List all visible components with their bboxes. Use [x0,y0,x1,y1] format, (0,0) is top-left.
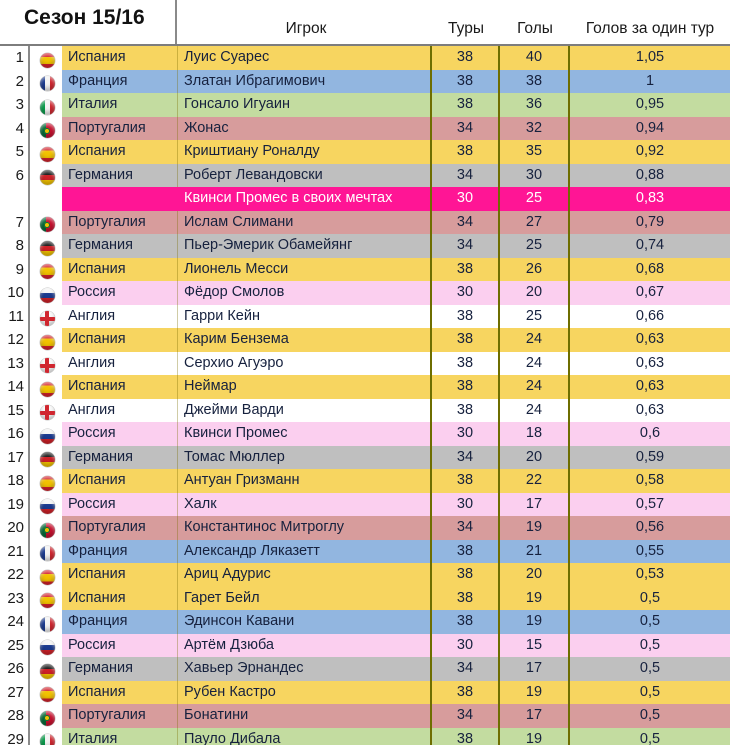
row-rank: 23 [0,587,30,611]
row-player: Криштиану Роналду [178,140,432,164]
row-rounds: 38 [432,540,500,564]
row-goals: 26 [500,258,570,282]
row-country: Испания [62,563,178,587]
row-goals: 18 [500,422,570,446]
row-goals: 15 [500,634,570,658]
row-rank: 4 [0,117,30,141]
row-rank: 22 [0,563,30,587]
row-rank: 13 [0,352,30,376]
row-goals-per-round: 0,59 [570,446,730,470]
row-rounds: 34 [432,164,500,188]
row-rank: 12 [0,328,30,352]
table-row[interactable] [0,587,730,611]
row-country: Испания [62,587,178,611]
row-rounds: 30 [432,493,500,517]
table-row[interactable] [0,634,730,658]
spain-flag-icon [40,570,55,585]
row-player: Александр Ляказетт [178,540,432,564]
row-goals: 19 [500,587,570,611]
row-goals: 19 [500,728,570,745]
row-rank: 6 [0,164,30,188]
row-goals: 40 [500,46,570,70]
row-player: Неймар [178,375,432,399]
portugal-flag-icon [40,123,55,138]
row-goals-per-round: 0,63 [570,328,730,352]
row-goals-per-round: 0,5 [570,728,730,745]
header-divider [175,0,177,44]
row-rounds: 38 [432,140,500,164]
row-player: Джейми Варди [178,399,432,423]
table-row[interactable] [0,540,730,564]
row-goals-per-round: 0,53 [570,563,730,587]
row-rank: 20 [0,516,30,540]
row-rounds: 30 [432,281,500,305]
row-player: Ариц Адурис [178,563,432,587]
row-goals: 32 [500,117,570,141]
row-flag-cell [32,258,62,282]
row-country: Испания [62,375,178,399]
spain-flag-icon [40,147,55,162]
row-country: Испания [62,258,178,282]
row-rounds: 38 [432,610,500,634]
row-goals-per-round: 0,79 [570,211,730,235]
table-row[interactable] [0,422,730,446]
table-row[interactable] [0,375,730,399]
row-player: Пауло Дибала [178,728,432,745]
table-body [0,46,730,745]
column-header-goals-per-round: Голов за один тур [585,20,715,37]
row-rounds: 34 [432,516,500,540]
table-row[interactable] [0,446,730,470]
row-goals-per-round: 1 [570,70,730,94]
row-goals-per-round: 0,88 [570,164,730,188]
row-goals: 20 [500,446,570,470]
row-rank: 11 [0,305,30,329]
row-country: Испания [62,140,178,164]
row-rank: 16 [0,422,30,446]
table-row[interactable] [0,681,730,705]
row-goals: 19 [500,610,570,634]
row-flag-cell [32,46,62,70]
row-player: Лионель Месси [178,258,432,282]
row-player: Рубен Кастро [178,681,432,705]
row-rank: 8 [0,234,30,258]
row-flag-cell [32,469,62,493]
row-player: Гарет Бейл [178,587,432,611]
row-goals: 24 [500,352,570,376]
row-goals-per-round: 0,56 [570,516,730,540]
italy-flag-icon [40,100,55,115]
row-rounds: 38 [432,681,500,705]
row-player: Луис Суарес [178,46,432,70]
row-goals: 25 [500,305,570,329]
row-goals-per-round: 0,5 [570,681,730,705]
row-country: Германия [62,657,178,681]
row-goals-per-round: 0,55 [570,540,730,564]
row-goals: 30 [500,164,570,188]
row-rank: 29 [0,728,30,745]
row-player: Константинос Митроглу [178,516,432,540]
row-flag-cell [32,305,62,329]
table-row[interactable] [0,563,730,587]
column-header-rounds: Туры [448,20,484,37]
row-goals: 17 [500,704,570,728]
row-country: Россия [62,493,178,517]
row-country: Германия [62,164,178,188]
germany-flag-icon [40,170,55,185]
france-flag-icon [40,76,55,91]
table-row[interactable] [0,657,730,681]
table-row[interactable] [0,610,730,634]
row-rounds: 38 [432,728,500,745]
column-header-player: Игрок [285,20,327,37]
table-row[interactable] [0,328,730,352]
table-row[interactable] [0,211,730,235]
row-flag-cell [32,399,62,423]
row-player: Карим Бензема [178,328,432,352]
row-goals: 35 [500,140,570,164]
row-rounds: 38 [432,399,500,423]
row-rank: 10 [0,281,30,305]
russia-flag-icon [40,429,55,444]
row-rounds: 38 [432,305,500,329]
table-row[interactable] [0,117,730,141]
row-goals-per-round: 0,67 [570,281,730,305]
germany-flag-icon [40,241,55,256]
row-player: Роберт Левандовски [178,164,432,188]
row-goals: 22 [500,469,570,493]
row-flag-cell [32,117,62,141]
row-rounds: 34 [432,704,500,728]
row-flag-cell [32,211,62,235]
row-flag-cell [32,516,62,540]
row-player: Артём Дзюба [178,634,432,658]
row-goals-per-round: 0,57 [570,493,730,517]
row-goals: 20 [500,281,570,305]
row-rank: 3 [0,93,30,117]
row-rank: 19 [0,493,30,517]
row-flag-cell [32,375,62,399]
row-goals-per-round: 0,83 [570,187,730,211]
row-rank: 5 [0,140,30,164]
row-player: Квинси Промес [178,422,432,446]
russia-flag-icon [40,288,55,303]
row-flag-cell [32,422,62,446]
row-rank: 24 [0,610,30,634]
row-rounds: 34 [432,657,500,681]
row-player: Халк [178,493,432,517]
row-rounds: 30 [432,422,500,446]
row-rank: 2 [0,70,30,94]
row-flag-cell [32,587,62,611]
row-country [62,187,178,211]
italy-flag-icon [40,734,55,745]
row-player: Фёдор Смолов [178,281,432,305]
portugal-flag-icon [40,711,55,726]
row-flag-cell [32,281,62,305]
row-rounds: 38 [432,46,500,70]
row-goals: 27 [500,211,570,235]
row-player: Антуан Гризманн [178,469,432,493]
row-flag-cell [32,187,62,211]
row-goals: 24 [500,399,570,423]
table-row[interactable] [0,164,730,188]
row-rank: 18 [0,469,30,493]
germany-flag-icon [40,452,55,467]
row-country: Португалия [62,211,178,235]
row-player: Эдинсон Кавани [178,610,432,634]
table-row[interactable] [0,93,730,117]
row-player: Хавьер Эрнандес [178,657,432,681]
row-player: Бонатини [178,704,432,728]
table-row[interactable] [0,70,730,94]
row-flag-cell [32,70,62,94]
row-country: Германия [62,446,178,470]
row-country: Португалия [62,516,178,540]
row-flag-cell [32,140,62,164]
row-flag-cell [32,563,62,587]
table-row[interactable] [0,140,730,164]
row-goals-per-round: 0,94 [570,117,730,141]
row-goals-per-round: 0,74 [570,234,730,258]
row-country: Португалия [62,117,178,141]
row-country: Россия [62,422,178,446]
row-rank: 15 [0,399,30,423]
portugal-flag-icon [40,217,55,232]
row-goals: 19 [500,516,570,540]
row-goals-per-round: 0,95 [570,93,730,117]
row-flag-cell [32,728,62,745]
row-country: Франция [62,540,178,564]
row-player: Златан Ибрагимович [178,70,432,94]
row-goals-per-round: 0,63 [570,399,730,423]
row-flag-cell [32,328,62,352]
row-rounds: 38 [432,375,500,399]
row-country: Италия [62,93,178,117]
row-flag-cell [32,657,62,681]
row-flag-cell [32,493,62,517]
row-country: Англия [62,399,178,423]
row-rounds: 38 [432,258,500,282]
russia-flag-icon [40,640,55,655]
row-goals-per-round: 0,5 [570,704,730,728]
table-row[interactable] [0,305,730,329]
row-flag-cell [32,164,62,188]
france-flag-icon [40,617,55,632]
row-rank: 17 [0,446,30,470]
row-goals-per-round: 0,5 [570,634,730,658]
spain-flag-icon [40,335,55,350]
row-goals-per-round: 0,63 [570,352,730,376]
table-row[interactable] [0,187,730,211]
russia-flag-icon [40,499,55,514]
table-row[interactable] [0,46,730,70]
row-flag-cell [32,704,62,728]
row-rounds: 34 [432,446,500,470]
row-goals-per-round: 0,5 [570,587,730,611]
row-rank: 7 [0,211,30,235]
row-goals: 20 [500,563,570,587]
row-rounds: 38 [432,563,500,587]
row-player: Гонсало Игуаин [178,93,432,117]
row-player: Квинси Промес в своих мечтах [178,187,432,211]
row-country: Испания [62,681,178,705]
table-row[interactable] [0,704,730,728]
spain-flag-icon [40,593,55,608]
row-goals-per-round: 0,92 [570,140,730,164]
row-rank: 25 [0,634,30,658]
row-rounds: 34 [432,234,500,258]
row-goals: 25 [500,234,570,258]
row-rounds: 30 [432,187,500,211]
spain-flag-icon [40,264,55,279]
row-goals-per-round: 1,05 [570,46,730,70]
row-goals-per-round: 0,58 [570,469,730,493]
row-goals: 21 [500,540,570,564]
row-player: Пьер-Эмерик Обамейянг [178,234,432,258]
row-goals: 17 [500,657,570,681]
row-rounds: 30 [432,634,500,658]
row-goals: 24 [500,375,570,399]
row-rounds: 38 [432,93,500,117]
row-rounds: 34 [432,211,500,235]
row-country: Испания [62,46,178,70]
row-country: Германия [62,234,178,258]
table-row[interactable] [0,493,730,517]
row-country: Россия [62,634,178,658]
row-player: Жонас [178,117,432,141]
row-rank: 9 [0,258,30,282]
row-goals-per-round: 0,6 [570,422,730,446]
row-country: Португалия [62,704,178,728]
row-flag-cell [32,352,62,376]
row-goals-per-round: 0,5 [570,610,730,634]
row-goals-per-round: 0,63 [570,375,730,399]
row-country: Испания [62,469,178,493]
row-goals: 25 [500,187,570,211]
table-row[interactable] [0,469,730,493]
table-row[interactable] [0,516,730,540]
row-flag-cell [32,446,62,470]
germany-flag-icon [40,664,55,679]
row-country: Россия [62,281,178,305]
row-player: Гарри Кейн [178,305,432,329]
table-row[interactable] [0,728,730,745]
row-player: Серхио Агуэро [178,352,432,376]
row-goals: 24 [500,328,570,352]
row-country: Италия [62,728,178,745]
row-rank: 26 [0,657,30,681]
row-goals: 19 [500,681,570,705]
table-row[interactable] [0,352,730,376]
spain-flag-icon [40,687,55,702]
table-row[interactable] [0,281,730,305]
spain-flag-icon [40,382,55,397]
row-goals-per-round: 0,66 [570,305,730,329]
row-country: Англия [62,305,178,329]
row-rank: 27 [0,681,30,705]
spain-flag-icon [40,53,55,68]
france-flag-icon [40,546,55,561]
row-rounds: 34 [432,117,500,141]
row-flag-cell [32,234,62,258]
row-rounds: 38 [432,328,500,352]
row-country: Франция [62,610,178,634]
row-flag-cell [32,540,62,564]
row-flag-cell [32,634,62,658]
table-row[interactable] [0,258,730,282]
table-row[interactable] [0,399,730,423]
england-flag-icon [40,311,55,326]
row-country: Англия [62,352,178,376]
column-header-goals: Голы [517,20,553,37]
table-row[interactable] [0,234,730,258]
spain-flag-icon [40,476,55,491]
row-rank [0,187,30,211]
row-goals: 36 [500,93,570,117]
row-flag-cell [32,610,62,634]
table-header [0,0,730,46]
row-player: Томас Мюллер [178,446,432,470]
portugal-flag-icon [40,523,55,538]
row-player: Ислам Слимани [178,211,432,235]
row-rank: 14 [0,375,30,399]
row-rounds: 38 [432,70,500,94]
row-rank: 1 [0,46,30,70]
row-rounds: 38 [432,469,500,493]
row-goals-per-round: 0,68 [570,258,730,282]
row-goals-per-round: 0,5 [570,657,730,681]
row-rank: 28 [0,704,30,728]
row-rounds: 38 [432,352,500,376]
row-flag-cell [32,681,62,705]
row-goals: 38 [500,70,570,94]
row-country: Испания [62,328,178,352]
row-country: Франция [62,70,178,94]
row-goals: 17 [500,493,570,517]
page-title: Сезон 15/16 [24,6,145,29]
row-flag-cell [32,93,62,117]
row-rounds: 38 [432,587,500,611]
england-flag-icon [40,405,55,420]
england-flag-icon [40,358,55,373]
row-rank: 21 [0,540,30,564]
